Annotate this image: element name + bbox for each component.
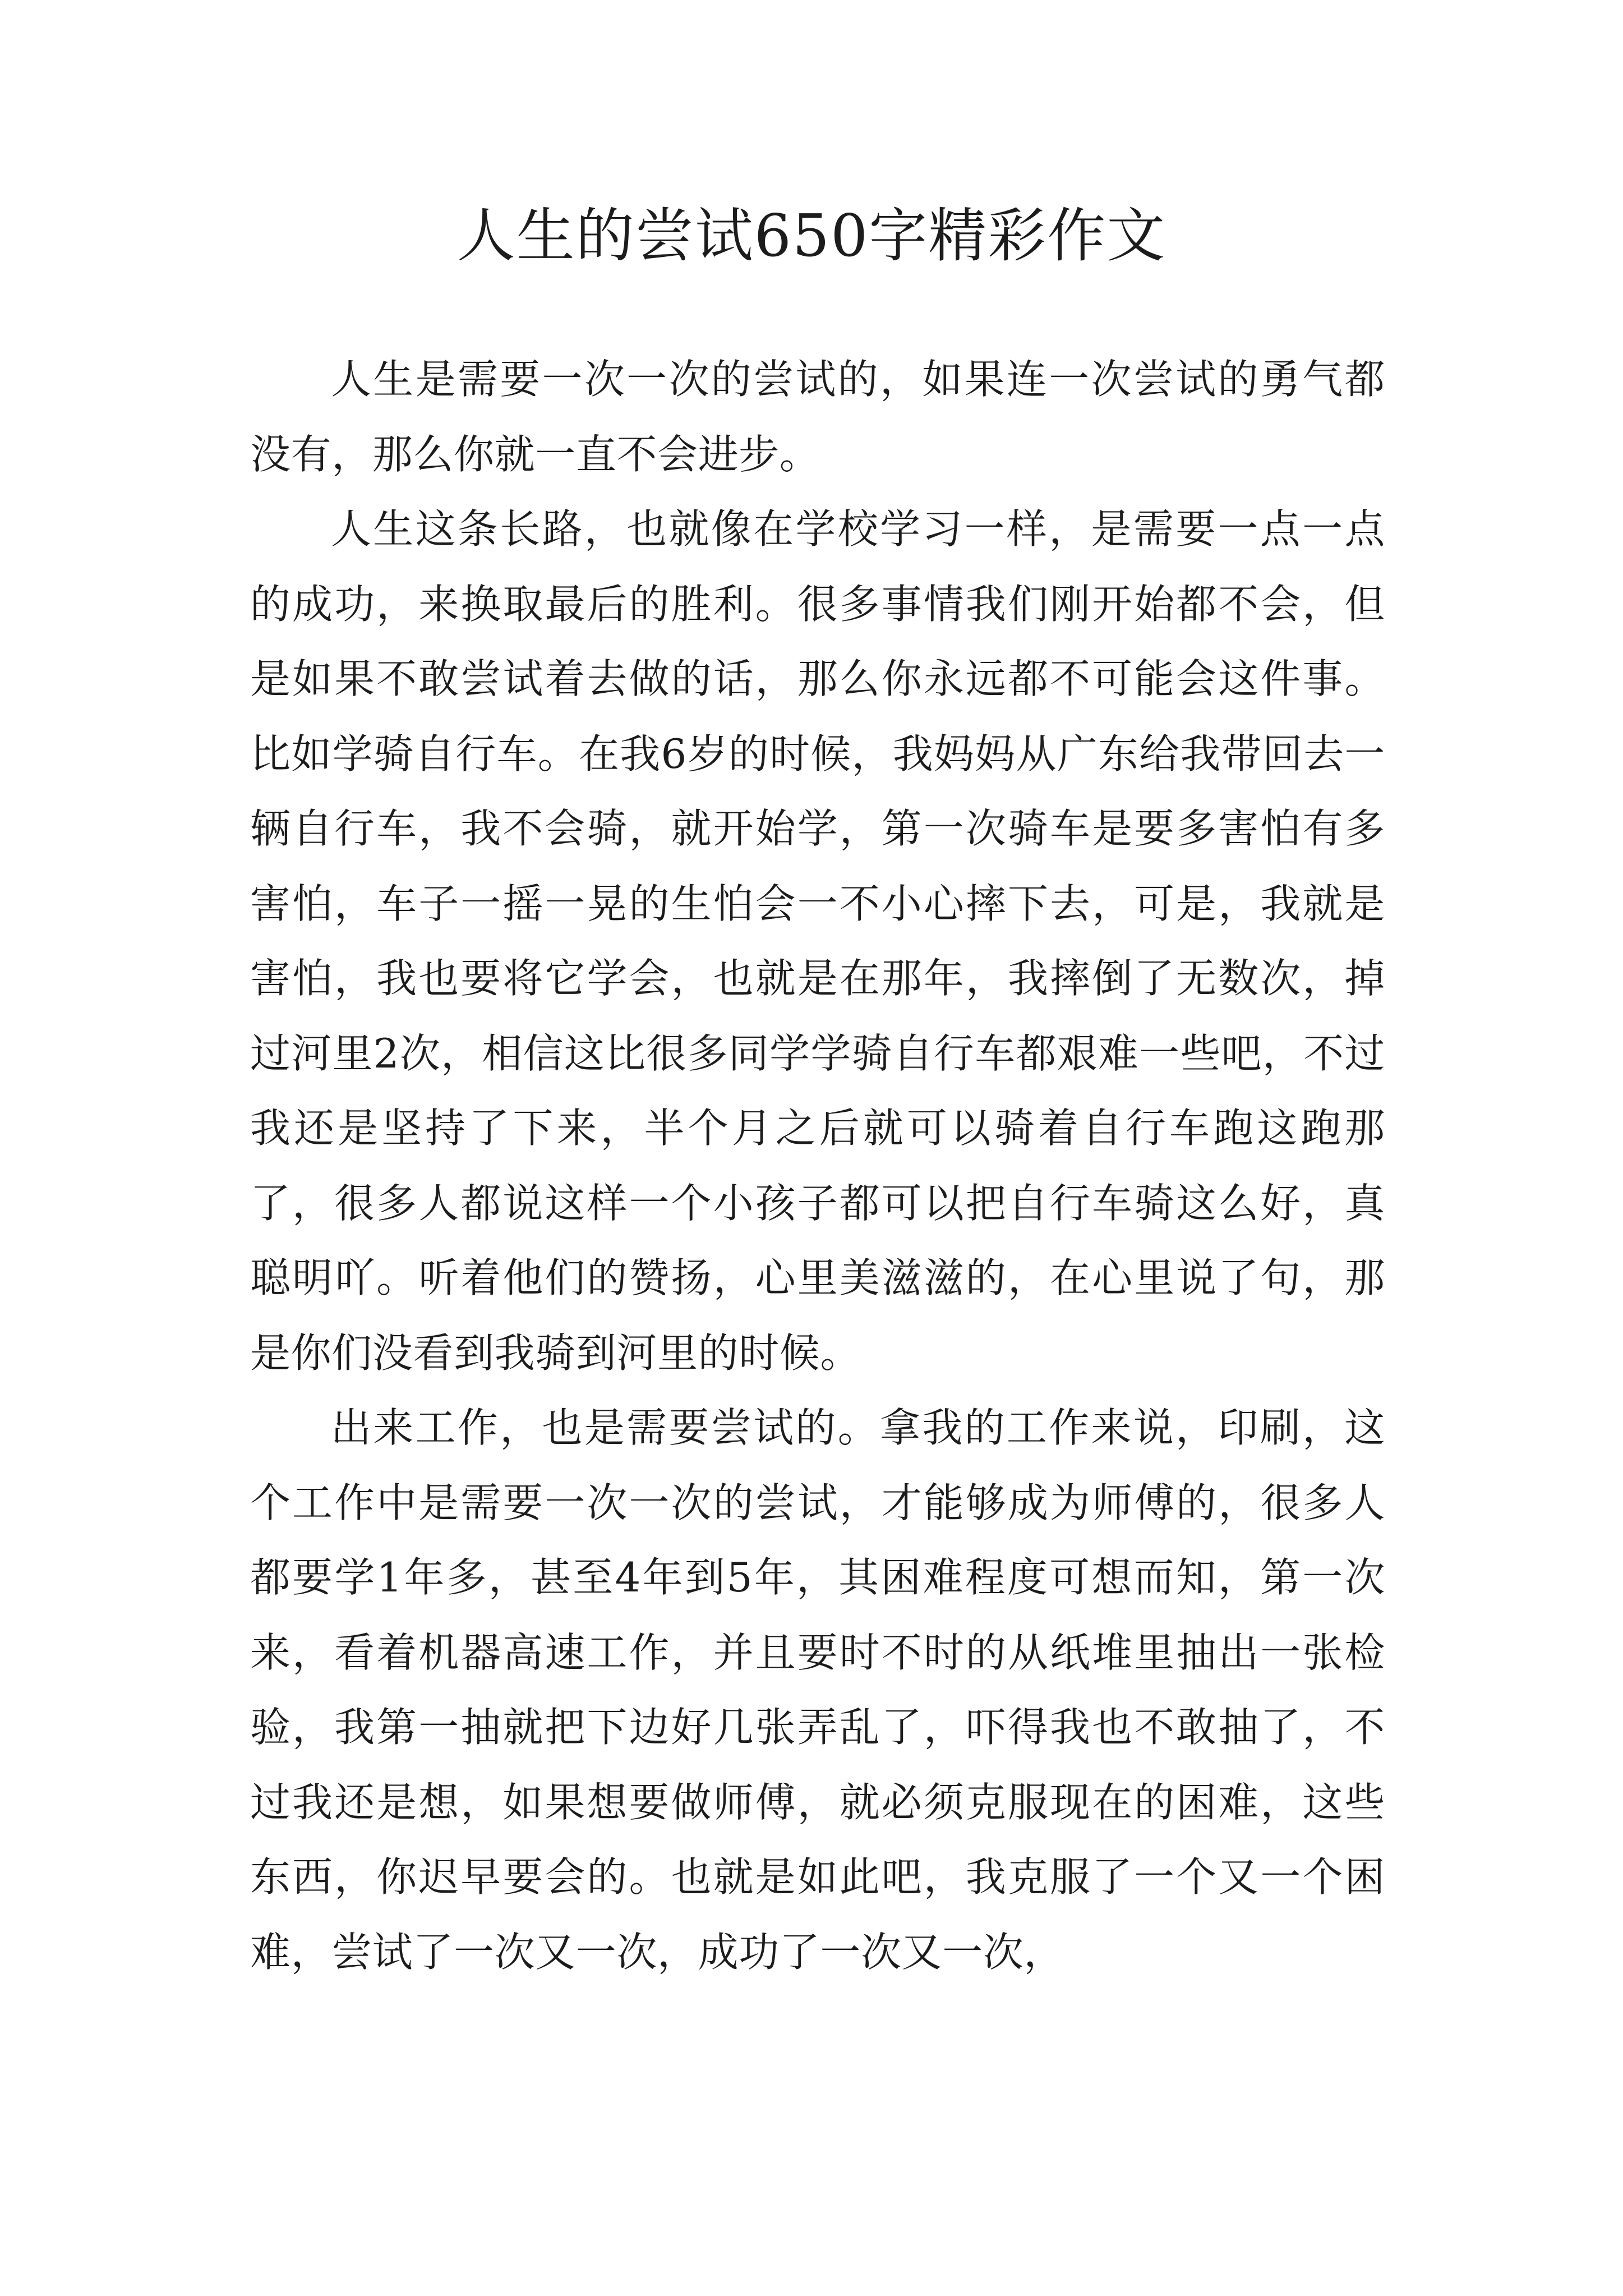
document-title: 人生的尝试650字精彩作文	[457, 201, 1166, 270]
paragraph-2: 人生这条长路，也就像在学校学习一样，是需要一点一点的成功，来换取最后的胜利。很多事情我们刚开始都不会，但是如果不敢尝试着去做的话，那么你永远都不可能会这件事。比如学骑自行车。在我6岁的时候，我妈妈从广东给我带回去一辆自行车，我不会骑，就开始学，第一次骑车是要多害怕有多害怕，车子一摇一晃的生怕会一不小心摔下去，可是，我就是害怕，我也要将它学会，也就是在那年，我摔倒了无数次，掉过河里2次，相信这比很多同学学骑自行车都艰难一些吧，不过我还是坚持了下来，半个月之后就可以骑着自行车跑这跑那了，很多人都说这样一个小孩子都可以把自行车骑这么好，真聪明吖。听着他们的赞扬，心里美滋滋的，在心里说了句，那是你们没看到我骑到河里的时候。	[250, 505, 1385, 1377]
paragraph-3: 出来工作，也是需要尝试的。拿我的工作来说，印刷，这个工作中是需要一次一次的尝试，才能够成为师傅的，很多人都要学1年多，甚至4年到5年，其困难程度可想而知，第一次来，看着机器高速工作，并且要时不时的从纸堆里抽出一张检验，我第一抽就把下边好几张弄乱了，吓得我也不敢抽了，不过我还是想，如果想要做师傅，就必须克服现在的困难，这些东西，你迟早要会的。也就是如此吧，我克服了一个又一个困难，尝试了一次又一次，成功了一次又一次，	[250, 1404, 1385, 1976]
paragraph-1: 人生是需要一次一次的尝试的，如果连一次尝试的勇气都没有，那么你就一直不会进步。	[250, 356, 1385, 478]
document-body	[250, 342, 1385, 1990]
